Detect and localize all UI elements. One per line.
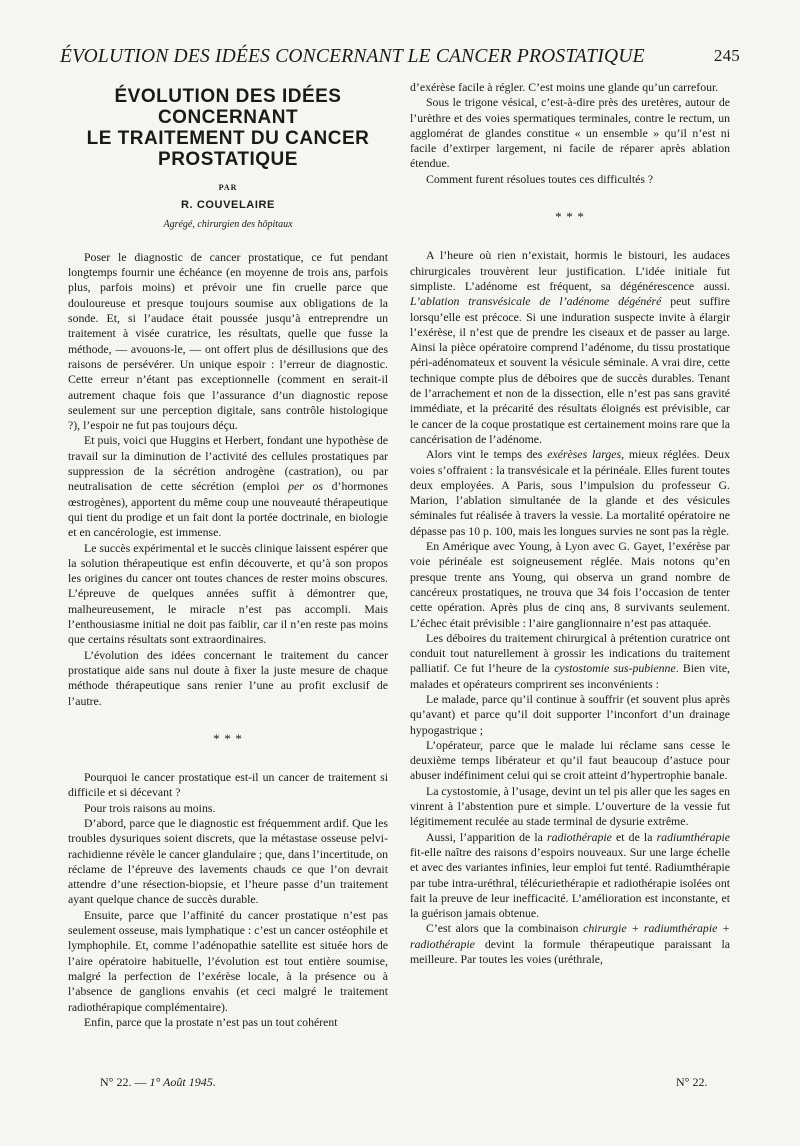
paragraph: Pourquoi le cancer prostatique est-il un cancer de traitement si difficile et si décevant ? [68,770,388,800]
issue-number: N° 22. — [100,1075,150,1089]
paragraph: Pour trois raisons au moins. [84,800,216,815]
footer-issue [100,1075,216,1090]
paragraph: Le malade, parce qu’il continue à souffrir (et souvent plus après qu’avant) et parce qu’il doit supporter l’inconfort d’un drainage hypogastrique ; [410,691,730,737]
paragraph: Comment furent résolues toutes ces difficultés ? [426,171,654,186]
title-line: PROSTATIQUE [158,149,298,170]
paragraph: D’abord, parce que le diagnostic est fréquemment ardif. Que les troubles dysuriques soient discrets, que la métastase osseuse pelvi-rachidienne révèle le cancer glandulaire ; que, dans l’incertitude, on réclame de l’épreuve des lavements chauds ce que l’on devrait attendre d’une résection-biopsie, et l’heure passe d’un traitement ayant quelque chance de succès durable. [68,815,389,907]
right-column [410,80,730,967]
article-title [68,86,388,170]
author-affiliation: Agrégé, chirurgien des hôpitaux [163,218,293,230]
paragraph: Aussi, l’apparition de la radiothérapie et de la radiumthérapie fit-elle naître des raisons d’espoirs nouveaux. Sur une large échelle et avec des variantes infinies, leur emploi fut tenté. Radiumthérapie par tube intra-uréthral, télécuriethérapie et radiothérapie isolées ont fait la preuve de leur inefficacité. L’amélioration est inconstante, et la guérison jamais obtenue. [410,829,730,921]
paragraph: Le succès expérimental et le succès clinique laissent espérer que la solution thérapeutique est enfin découverte, et qu’à son propos les origines du cancer ont toutes chances de rester moins obscures. L’épreuve de quelques années suffit à démontrer que, malheureusement, le miracle n’est pas accompli. Mais l’enthousiasme initial ne doit pas faiblir, car il n’en reste pas moins que certains résultats sont extraordinaires. [68,540,388,647]
title-line: LE TRAITEMENT DU CANCER [86,128,370,149]
paragraph: La cystostomie, à l’usage, devint un tel pis aller que les sages en vinrent à l’abstention pure et simple. L’ouverture de la vessie fut légitimement reculée au stade terminal de dysurie extrême. [410,783,731,829]
paragraph: C’est alors que la combinaison chirurgie + radiumthérapie + radiothérapie devint la formule thérapeutique paraissant la meilleure. Par toutes les voies (uréthrale, [410,921,730,967]
byline-par: PAR [218,183,238,192]
paragraph: d’exérèse facile à régler. C’est moins une glande qu’un carrefour. [410,80,719,94]
paragraph: L’opérateur, parce que le malade lui réclame sans cesse le deuxième temps libérateur et qu’il faut beaucoup d’astuce pour abuser indéfiniment celui qui se croit atteint d’hypertrophie banale. [410,737,730,783]
paragraph: Les déboires du traitement chirurgical à prétention curatrice ont conduit tout naturellement à grossir les indications du traitement palliatif. Ce fut l’heure de la cystostomie sus-pubienne. Bien vite, malades et opérateurs comprirent ses inconvénients : [410,630,730,691]
paragraph: En Amérique avec Young, à Lyon avec G. Gayet, l’exérèse par voie périnéale est soigneusement réglée. Mais notons qu’en presque trente ans Young, qui observa un grand nombre de cancéreux prostatiques, ne trouva que 34 fois l’occasion de tenter cette opération. Après plus de cinq ans, 8 survivants seulement. L’échec était prévisible : l’aire ganglionnaire n’est pas attaquée. [410,539,730,630]
running-header [60,46,740,68]
issue-date: 1° Août 1945. [149,1075,216,1089]
paragraph: Alors vint le temps des exérèses larges, mieux réglées. Deux voies s’offraient : la transvésicale et la périnéale. Elles furent toutes deux employées. A Paris, sous l’impulsion du professeur G. Marion, l’ablation simultanée de la glande et des vésicules séminales fut réalisée à travers la vessie. La mortalité opératoire ne dépasse pas 10 p. 100, mais les longues survies ne sont pas la règle. [410,447,730,538]
title-line: CONCERNANT [157,107,299,128]
paragraph: Sous le trigone vésical, c’est-à-dire près des uretères, autour de l’urèthre et des voies spermatiques terminales, contre le rectum, un agglomérat de glandes constitue « un ensemble » qu’il n’est ni facile d’extirper largement, ni facile de réparer après ablation étendue. [410,95,730,171]
section-separator: * * * [555,209,585,225]
paragraph: Enfin, parce que la prostate n’est pas un tout cohérent [84,1014,338,1029]
paragraph: L’évolution des idées concernant le traitement du cancer prostatique aide sans nul doute à fixer la juste mesure de chaque méthode thérapeutique sans renier l’une au profit exclusif de l’autre. [68,647,388,708]
paragraph: Ensuite, parce que l’affinité du cancer prostatique n’est pas seulement osseuse, mais lymphatique : c’est un cancer ostéophile et lymphophile. Et, comme l’adénopathie satellite est située hors de l’aire opératoire habituelle, l’évolution est tout entière soumise, malgré la perfection de l’exérèse locale, à la présence ou à l’absence de ganglions envahis (et ceci malgré le traitement radiothérapique complémentaire). [68,907,388,1014]
title-line: ÉVOLUTION DES IDÉES [114,86,342,107]
page-number: 245 [713,46,740,65]
running-title: ÉVOLUTION DES IDÉES CONCERNANT LE CANCER PROSTATIQUE [60,46,645,67]
author-name: R. COUVELAIRE [181,199,275,212]
footer-issue-right: N° 22. [676,1075,708,1089]
paragraph: Poser le diagnostic de cancer prostatique, ce fut pendant longtemps fournir une échéance (en moyenne de trois ans, parfois plus, parfois moins) et prévoir une fin cruelle parce que douloureuse et presque toujours soumise aux obligations de la sonde. Et, si l’audace était poussée jusqu’à entreprendre un traitement à visée curatrice, les résultats, quelle que fusse la méthode, — avouons-le, — ont offert plus de désillusions que des raisons de persévérer. Un unique espoir : l’erreur de diagnostic. Cette erreur n’étant pas exceptionnelle (comment en serait-il autrement chaque fois que l’assurance d’un diagnostic repose seulement sur une perception digitale, sans contrôle histologique ?), l’espoir ne fut pas toujours déçu. [68,249,388,433]
section-separator: * * * [213,730,243,746]
left-column [68,80,388,1030]
paragraph: Et puis, voici que Huggins et Herbert, fondant une hypothèse de travail sur la diminution de l’activité des cellules prostatiques par suppression de la sécrétion androgène (castration), ou par neutralisation de cette sécrétion (emploi per os d’hormones œstrogènes), apportent du même coup une nouveauté thérapeutique qui tient du prodige et un fait dont la portée doctrinale, en biologie et en cancérologie, est immense. [68,433,388,540]
paragraph: A l’heure où rien n’existait, hormis le bistouri, les audaces chirurgicales trouvèrent leur justification. L’idée initiale fut simpliste. L’adénome est fréquent, sa dégénérescence aussi. L’ablation transvésicale de l’adénome dégénéré peut suffire lorsqu’elle est précoce. Si une induration suspecte invite à élargir l’exérèse, il n’est que de prendre les ciseaux et de passer au large. Ainsi la pièce opératoire comprend l’adénome, du tissu prostatique péri-adénomateux et souvent la vésicule séminale. A vrai dire, cette technique compte plus de déboires que de succès durables. Tenant de l’arrachement et non de la dissection, elle n’est pas sans gravité immédiate, et la précarité des résultats éloignés est prévisible, car le cancer de la coque prostatique est certainement moins rare que la cancérisation de l’adénome. [410,248,730,446]
